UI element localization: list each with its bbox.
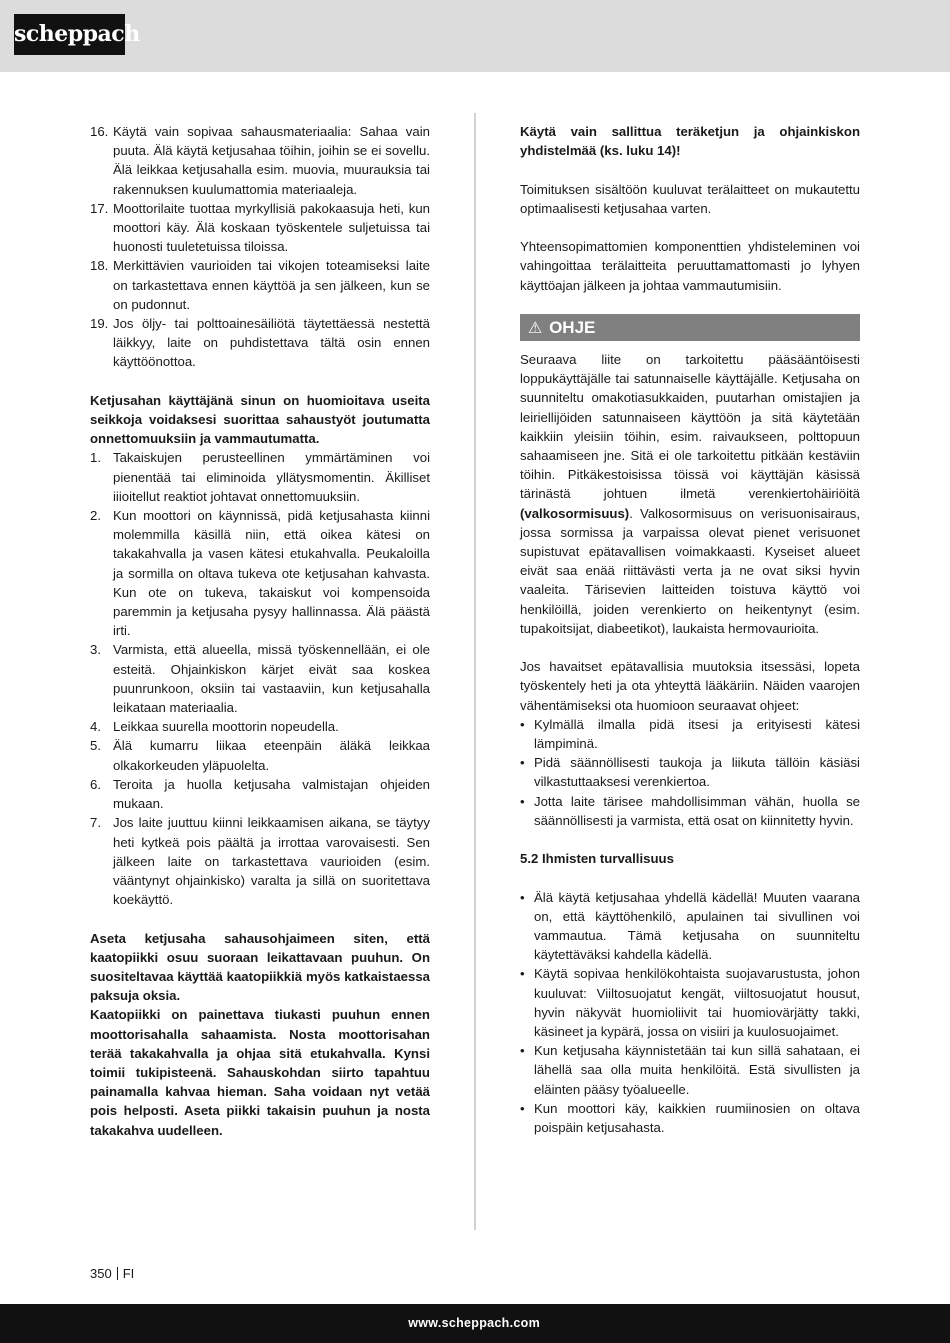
- list-item: 4. Leikkaa suurella moottorin nopeudella.: [90, 719, 339, 735]
- list-item: 2. Kun moottori on käynnissä, pidä ketjusahasta kiinni molemmilla käsillä niin, että oikea kätesi on takakahvalla ja vasen kätesi etukahvalla. Peukaloilla ja sormilla on oltava tukeva ote ketjusahan kahvasta. Kun ote on tukeva, takaiskut voi kompensoida paremmin ja ketjusaha pysyy hallinnassa. Älä päästä irti.: [90, 508, 430, 639]
- paragraph: Toimituksen sisältöön kuuluvat terälaitteet on mukautettu optimaalisesti ketjusahaa varten.: [520, 181, 860, 216]
- user-considerations-intro: Ketjusahan käyttäjänä sinun on huomioitava useita seikkoja voidaksesi suorittaa sahaustyöt joutumatta onnettomuuksiin ja vammautumatta.: [90, 392, 430, 447]
- separator: [117, 1267, 118, 1280]
- list-item: 19. Jos öljy- tai polttoainesäiliötä täytettäessä nestettä läikkyy, laite on puhdistettava tältä osin ennen käyttöönottoa.: [90, 316, 430, 370]
- list-item: 5. Älä kumarru liikaa eteenpäin äläkä leikkaa olkakorkeuden yläpuolelta.: [90, 738, 430, 773]
- page-number: 350 FI: [90, 1266, 135, 1281]
- column-divider: [474, 113, 476, 1230]
- list-item: • Jotta laite tärisee mahdollisimman vähän, huolla se säännöllisesti ja varmista, että osat on kiinnitetty hyvin.: [520, 792, 860, 830]
- left-column: [90, 122, 430, 1140]
- safety-list-continued: [90, 122, 430, 372]
- list-item: • Käytä sopivaa henkilökohtaista suojavarustusta, johon kuuluvat: Viiltosuojatut kengät, viiltosuojatut housut, hyvin näkyvät huomioliivit tai huomiovärjätty takki, käsineet ja kypärä, jossa on visiiri ja kuulosuojaimet.: [520, 964, 860, 1041]
- felling-spike-paragraph-2: Kaatopiikki on painettava tiukasti puuhun ennen moottorisahalla sahaamista. Nosta moottorisahan terää takakahvalla ja ohjaa sitä etukahvalla. Kynsi toimii tukipisteenä. Sahauskohdan siirto tapahtuu painamalla kahvaa hieman. Saha voidaan nyt vetää pois helposti. Aseta piikki takaisin puuhun ja nosta takakahva uudelleen.: [90, 1007, 430, 1138]
- list-item: 17. Moottorilaite tuottaa myrkyllisiä pakokaasuja heti, kun moottori käy. Älä koskaan työskentele suljetuissa tai huonosti tuuletetuissa tiloissa.: [90, 200, 430, 255]
- personal-safety-bullet-list: [520, 888, 860, 1138]
- scheppach-logo: scheppach: [14, 14, 125, 55]
- section-heading: 5.2 Ihmisten turvallisuus: [520, 851, 674, 867]
- right-column: [520, 122, 860, 1137]
- warning-icon: ⚠: [528, 319, 543, 337]
- paragraph: Jos havaitset epätavallisia muutoksia itsessäsi, lopeta työskentely heti ja ota yhteyttä lääkäriin. Näiden vaarojen vähentämiseksi ota huomioon seuraavat ohjeet:: [520, 659, 860, 713]
- list-item: • Kun ketjusaha käynnistetään tai kun sillä sahataan, ei lähellä saa olla muita henkilöitä. Estä sivullisten ja eläinten pääsy työalueelle.: [520, 1041, 860, 1099]
- list-item: 16. Käytä vain sopivaa sahausmateriaalia: Sahaa vain puuta. Älä käytä ketjusahaa töihin, joihin se ei sovellu. Älä leikkaa ketjusahalla esim. muovia, muurauksia tai rakennuksen kuulumattomia materiaaleja.: [90, 124, 430, 197]
- user-considerations-list: [90, 448, 430, 909]
- list-item: 18. Merkittävien vaurioiden tai vikojen toteamiseksi laite on tarkastettava ennen käyttöä ja sen jälkeen, kun se on pudonnut.: [90, 258, 430, 312]
- list-item: • Pidä säännöllisesti taukoja ja liikuta tällöin käsiäsi vilkastuttaaksesi verenkiertoa.: [520, 753, 860, 791]
- vibration-bullet-list: [520, 715, 860, 830]
- ohje-notice-bar: [520, 314, 860, 341]
- page-header: [0, 0, 950, 72]
- paragraph: Yhteensopimattomien komponenttien yhdisteleminen voi vahingoittaa terälaitteita peruuttamattomasti jo lyhyen käyttöajan jälkeen ja johtaa vammautumisiin.: [520, 239, 860, 293]
- chain-bar-combination-note: Käytä vain sallittua teräketjun ja ohjainkiskon yhdistelmää (ks. luku 14)!: [520, 124, 860, 159]
- list-item: • Kylmällä ilmalla pidä itsesi ja erityisesti kätesi lämpiminä.: [520, 715, 860, 753]
- ohje-text: Seuraava liite on tarkoitettu pääsääntöisesti loppukäyttäjälle tai satunnaiselle käyttäjälle. Ketjusaha on suunniteltu omakotiasukkaiden, puutarhan omistajien ja leiriellijöiden satunnaiseen käyttöön ja sitä käytetään kaikkiin yleisiin töihin, esim. raivaukseen, polttopuun sahaamiseen jne. Sitä ei ole tarkoitettu pitkään kestäviin töihin. Pitkäkestoisissa töissä voi käyttäjän käsissä tärinästä johtuen ilmetä verenkiertohäiriöitä (valkosormisuus). Valkosormisuus on verisuonisairaus, jossa sormissa ja varpaissa olevat pienet verisuonet supistuvat epätavallisen voimakkaasti. Kyseiset alueet eivät saa enää riittävästi verta ja ne ovat siksi hyvin vaaleita. Tärisevien laitteiden toistuva käyttö voi henkilöillä, joiden verenkierto on heikentynyt (esim. tupakoitsijat, diabeetikot), laukaista hermovaurioita.: [520, 351, 860, 636]
- page-footer: [0, 1304, 950, 1343]
- list-item: 7. Jos laite juuttuu kiinni leikkaamisen aikana, se täytyy heti kytkeä pois päältä ja irrottaa varovaisesti. Sen jälkeen laite on tarkastettava vaurioiden (esim. vääntynyt ohjainkisko) varalta ja sillä on suoritettava koekäyttö.: [90, 815, 430, 908]
- list-item: 6. Teroita ja huolla ketjusaha valmistajan ohjeiden mukaan.: [90, 776, 430, 812]
- list-item: • Kun moottori käy, kaikkien ruumiinosien on oltava poispäin ketjusahasta.: [520, 1099, 860, 1137]
- list-item: • Älä käytä ketjusahaa yhdellä kädellä! Muuten vaarana on, että käyttöhenkilö, apulainen tai sivullinen voi vammautua. Tämä ketjusaha on suunniteltu käytettäväksi kahdella kädellä.: [520, 888, 860, 965]
- website-url: www.scheppach.com: [408, 1316, 540, 1330]
- felling-spike-paragraph-1: Aseta ketjusaha sahausohjaimeen siten, että kaatopiikki osuu suoraan leikattavaan puuhun. On suositeltavaa käyttää kaatopiikkiä myös katkaistaessa paksuja oksia.: [90, 930, 430, 1004]
- ohje-title: OHJE: [549, 317, 596, 337]
- list-item: 1. Takaiskujen perusteellinen ymmärtäminen voi pienentää tai eliminoida yllätysmomentin. Äkilliset iiioitellut reaktiot johtavat onnettomuuksiin.: [90, 450, 430, 504]
- list-item: 3. Varmista, että alueella, missä työskennellään, ei ole esteitä. Ohjainkiskon kärjet eivät saa koskea puunrunkoon, oksiin tai vastaaviin, kun ketjusahalla leikataan materiaalia.: [90, 642, 430, 716]
